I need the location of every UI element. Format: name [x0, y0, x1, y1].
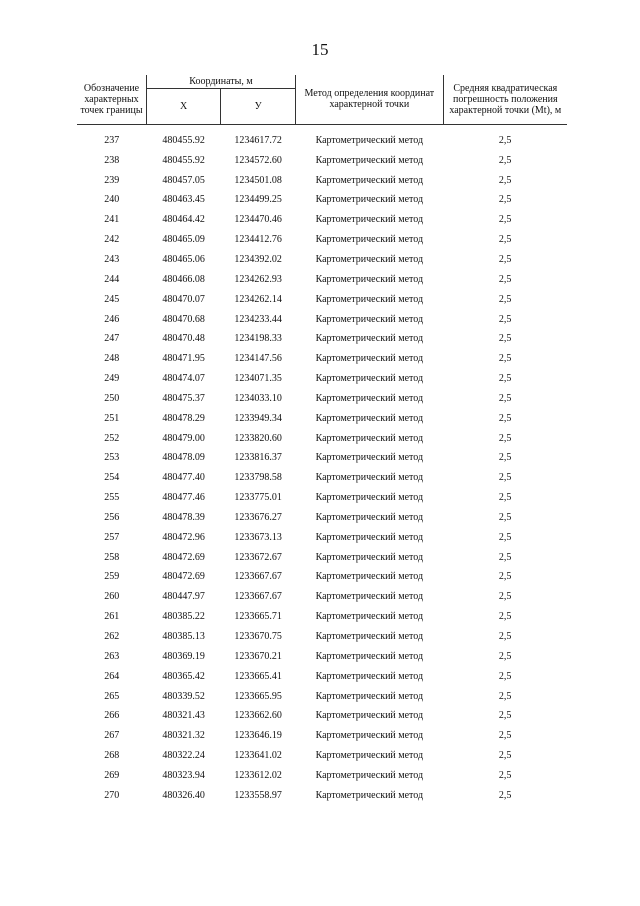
cell-point: 238: [104, 154, 120, 166]
cell-error: 2,5: [498, 392, 512, 404]
cell-y: 1233820.60: [234, 432, 282, 444]
cell-y: 1233662.60: [234, 710, 282, 722]
cell-point: 252: [104, 432, 120, 444]
cell-x: 480472.96: [162, 531, 205, 543]
cell-x: 480470.68: [162, 313, 205, 325]
cell-error: 2,5: [498, 472, 512, 484]
cell-error: 2,5: [498, 412, 512, 424]
cell-y: 1234499.25: [234, 194, 282, 206]
cell-method: Картометрический метод: [315, 650, 424, 662]
cell-x: 480464.42: [162, 214, 205, 226]
cell-point: 241: [104, 214, 120, 226]
cell-method: Картометрический метод: [315, 492, 424, 504]
cell-y: 1233670.75: [234, 631, 282, 643]
cell-method: Картометрический метод: [315, 769, 424, 781]
cell-y: 1233816.37: [234, 452, 282, 464]
cell-point: 253: [104, 452, 120, 464]
cell-error: 2,5: [498, 134, 512, 146]
cell-error: 2,5: [498, 650, 512, 662]
cell-method: Картометрический метод: [315, 670, 424, 682]
cell-x: 480479.00: [162, 432, 205, 444]
cell-method: Картометрический метод: [315, 432, 424, 444]
cell-y: 1233646.19: [234, 730, 282, 742]
cell-point: 240: [104, 194, 120, 206]
cell-y: 1233672.67: [234, 551, 282, 563]
cell-method: Картометрический метод: [315, 333, 424, 345]
cell-method: Картометрический метод: [315, 392, 424, 404]
cell-y: 1233641.02: [234, 750, 282, 762]
table-row: [77, 190, 567, 210]
cell-y: 1234262.93: [234, 273, 282, 285]
table-row: [77, 170, 567, 190]
cell-method: Картометрический метод: [315, 531, 424, 543]
cell-method: Картометрический метод: [315, 273, 424, 285]
table-row: [77, 766, 567, 786]
cell-point: 244: [104, 273, 120, 285]
cell-method: Картометрический метод: [315, 174, 424, 186]
cell-point: 261: [104, 611, 120, 623]
cell-x: 480475.37: [162, 392, 205, 404]
coordinates-table: [77, 75, 567, 805]
table-row: [77, 785, 567, 805]
cell-error: 2,5: [498, 631, 512, 643]
cell-y: 1234470.46: [234, 214, 282, 226]
cell-method: Картометрический метод: [315, 591, 424, 603]
cell-error: 2,5: [498, 750, 512, 762]
table-row: [77, 666, 567, 686]
header-error: Средняя квадратическая погрешность положения характерной точки (Mt), м: [443, 75, 567, 124]
cell-point: 267: [104, 730, 120, 742]
cell-point: 251: [104, 412, 120, 424]
cell-error: 2,5: [498, 511, 512, 523]
cell-x: 480321.43: [162, 710, 205, 722]
cell-error: 2,5: [498, 353, 512, 365]
cell-error: 2,5: [498, 174, 512, 186]
table-row: [77, 369, 567, 389]
table-row: [77, 646, 567, 666]
cell-x: 480369.19: [162, 650, 205, 662]
cell-x: 480474.07: [162, 373, 205, 385]
cell-error: 2,5: [498, 214, 512, 226]
cell-x: 480478.29: [162, 412, 205, 424]
cell-point: 256: [104, 511, 120, 523]
cell-method: Картометрический метод: [315, 710, 424, 722]
cell-point: 249: [104, 373, 120, 385]
table-row: [77, 124, 567, 150]
cell-y: 1234501.08: [234, 174, 282, 186]
cell-point: 263: [104, 650, 120, 662]
cell-error: 2,5: [498, 452, 512, 464]
cell-method: Картометрический метод: [315, 551, 424, 563]
cell-error: 2,5: [498, 591, 512, 603]
cell-point: 242: [104, 234, 120, 246]
cell-x: 480465.09: [162, 234, 205, 246]
cell-y: 1233676.27: [234, 511, 282, 523]
table-row: [77, 627, 567, 647]
cell-error: 2,5: [498, 670, 512, 682]
page-number: 15: [311, 40, 329, 59]
cell-method: Картометрический метод: [315, 611, 424, 623]
cell-x: 480463.45: [162, 194, 205, 206]
table-row: [77, 230, 567, 250]
cell-point: 266: [104, 710, 120, 722]
cell-y: 1234033.10: [234, 392, 282, 404]
cell-y: 1234233.44: [234, 313, 282, 325]
cell-y: 1233949.34: [234, 412, 282, 424]
cell-x: 480365.42: [162, 670, 205, 682]
cell-y: 1234262.14: [234, 293, 282, 305]
cell-error: 2,5: [498, 432, 512, 444]
header-x: X: [147, 88, 221, 124]
table-row: [77, 289, 567, 309]
cell-x: 480447.97: [162, 591, 205, 603]
header-coordinates: Координаты, м: [147, 75, 296, 88]
cell-error: 2,5: [498, 253, 512, 265]
cell-y: 1234392.02: [234, 253, 282, 265]
cell-error: 2,5: [498, 611, 512, 623]
table-row: [77, 150, 567, 170]
cell-y: 1233665.71: [234, 611, 282, 623]
cell-x: 480472.69: [162, 571, 205, 583]
cell-method: Картометрический метод: [315, 412, 424, 424]
cell-error: 2,5: [498, 730, 512, 742]
cell-method: Картометрический метод: [315, 750, 424, 762]
cell-x: 480385.22: [162, 611, 205, 623]
table-row: [77, 726, 567, 746]
cell-error: 2,5: [498, 492, 512, 504]
cell-method: Картометрический метод: [315, 194, 424, 206]
table-row: [77, 527, 567, 547]
cell-point: 259: [104, 571, 120, 583]
cell-error: 2,5: [498, 551, 512, 563]
table-row: [77, 508, 567, 528]
cell-y: 1233667.67: [234, 571, 282, 583]
cell-point: 243: [104, 253, 120, 265]
cell-x: 480385.13: [162, 631, 205, 643]
header-y: У: [221, 88, 296, 124]
cell-point: 258: [104, 551, 120, 563]
cell-method: Картометрический метод: [315, 373, 424, 385]
cell-y: 1233665.95: [234, 690, 282, 702]
cell-point: 254: [104, 472, 120, 484]
cell-point: 246: [104, 313, 120, 325]
cell-point: 262: [104, 631, 120, 643]
cell-x: 480478.09: [162, 452, 205, 464]
cell-error: 2,5: [498, 769, 512, 781]
cell-y: 1234412.76: [234, 234, 282, 246]
cell-x: 480323.94: [162, 769, 205, 781]
cell-y: 1233558.97: [234, 789, 282, 801]
cell-method: Картометрический метод: [315, 631, 424, 643]
cell-point: 247: [104, 333, 120, 345]
cell-error: 2,5: [498, 234, 512, 246]
cell-error: 2,5: [498, 154, 512, 166]
cell-point: 239: [104, 174, 120, 186]
cell-x: 480326.40: [162, 789, 205, 801]
table-row: [77, 250, 567, 270]
cell-point: 257: [104, 531, 120, 543]
table-row: [77, 746, 567, 766]
cell-x: 480470.48: [162, 333, 205, 345]
header-point: Обозначение характерных точек границы: [77, 75, 147, 124]
cell-method: Картометрический метод: [315, 789, 424, 801]
header-method: Метод определения координат характерной точки: [296, 75, 444, 124]
cell-y: 1233798.58: [234, 472, 282, 484]
cell-method: Картометрический метод: [315, 452, 424, 464]
table-row: [77, 567, 567, 587]
cell-point: 255: [104, 492, 120, 504]
cell-y: 1234147.56: [234, 353, 282, 365]
table-header: [77, 75, 567, 124]
cell-point: 250: [104, 392, 120, 404]
table-row: [77, 547, 567, 567]
table-row: [77, 349, 567, 369]
table-row: [77, 448, 567, 468]
table-row: [77, 329, 567, 349]
cell-point: 245: [104, 293, 120, 305]
cell-method: Картометрический метод: [315, 253, 424, 265]
table-row: [77, 468, 567, 488]
cell-point: 260: [104, 591, 120, 603]
table-row: [77, 210, 567, 230]
cell-y: 1233665.41: [234, 670, 282, 682]
cell-x: 480477.40: [162, 472, 205, 484]
cell-y: 1234198.33: [234, 333, 282, 345]
cell-x: 480455.92: [162, 134, 205, 146]
cell-error: 2,5: [498, 313, 512, 325]
cell-y: 1233673.13: [234, 531, 282, 543]
cell-method: Картометрический метод: [315, 730, 424, 742]
cell-point: 269: [104, 769, 120, 781]
cell-method: Картометрический метод: [315, 293, 424, 305]
cell-y: 1233775.01: [234, 492, 282, 504]
cell-point: 264: [104, 670, 120, 682]
table-row: [77, 388, 567, 408]
cell-x: 480472.69: [162, 551, 205, 563]
cell-method: Картометрический метод: [315, 313, 424, 325]
table-row: [77, 408, 567, 428]
cell-point: 237: [104, 134, 120, 146]
cell-method: Картометрический метод: [315, 214, 424, 226]
cell-x: 480471.95: [162, 353, 205, 365]
cell-error: 2,5: [498, 531, 512, 543]
cell-x: 480470.07: [162, 293, 205, 305]
cell-y: 1234071.35: [234, 373, 282, 385]
cell-method: Картометрический метод: [315, 134, 424, 146]
cell-method: Картометрический метод: [315, 472, 424, 484]
cell-point: 265: [104, 690, 120, 702]
cell-point: 248: [104, 353, 120, 365]
cell-method: Картометрический метод: [315, 353, 424, 365]
cell-y: 1233667.67: [234, 591, 282, 603]
cell-x: 480466.08: [162, 273, 205, 285]
table-body: [77, 124, 567, 805]
table-row: [77, 686, 567, 706]
table-row: [77, 607, 567, 627]
cell-x: 480455.92: [162, 154, 205, 166]
cell-error: 2,5: [498, 373, 512, 385]
cell-error: 2,5: [498, 194, 512, 206]
cell-method: Картометрический метод: [315, 511, 424, 523]
table-row: [77, 587, 567, 607]
cell-x: 480477.46: [162, 492, 205, 504]
cell-x: 480321.32: [162, 730, 205, 742]
cell-error: 2,5: [498, 273, 512, 285]
cell-x: 480478.39: [162, 511, 205, 523]
cell-x: 480322.24: [162, 750, 205, 762]
cell-error: 2,5: [498, 333, 512, 345]
cell-y: 1234617.72: [234, 134, 282, 146]
cell-point: 268: [104, 750, 120, 762]
cell-y: 1233670.21: [234, 650, 282, 662]
cell-x: 480457.05: [162, 174, 205, 186]
cell-point: 270: [104, 789, 120, 801]
cell-error: 2,5: [498, 789, 512, 801]
cell-y: 1233612.02: [234, 769, 282, 781]
cell-error: 2,5: [498, 293, 512, 305]
table-row: [77, 488, 567, 508]
table-row: [77, 428, 567, 448]
cell-x: 480339.52: [162, 690, 205, 702]
cell-y: 1234572.60: [234, 154, 282, 166]
cell-method: Картометрический метод: [315, 154, 424, 166]
cell-method: Картометрический метод: [315, 690, 424, 702]
cell-method: Картометрический метод: [315, 234, 424, 246]
cell-error: 2,5: [498, 710, 512, 722]
cell-error: 2,5: [498, 690, 512, 702]
cell-x: 480465.06: [162, 253, 205, 265]
cell-method: Картометрический метод: [315, 571, 424, 583]
table-row: [77, 309, 567, 329]
table-row: [77, 706, 567, 726]
table-row: [77, 269, 567, 289]
cell-error: 2,5: [498, 571, 512, 583]
